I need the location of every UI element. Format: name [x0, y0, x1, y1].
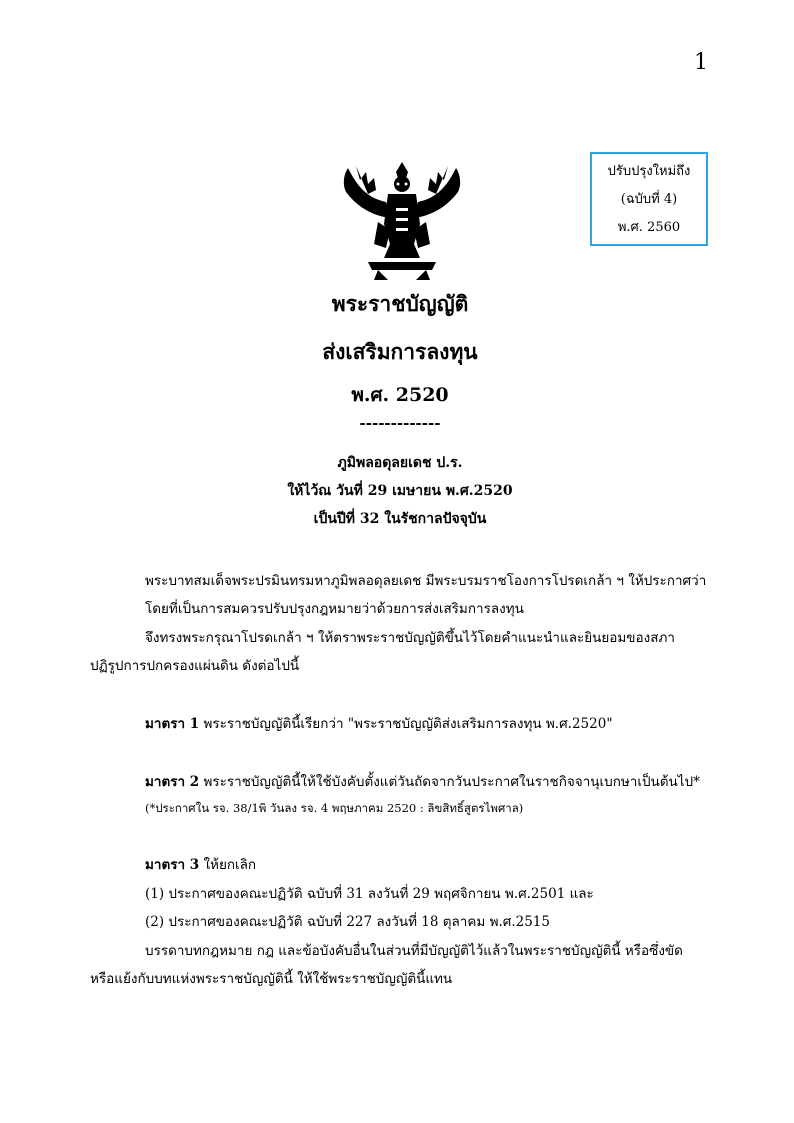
document-year: พ.ศ. 2520: [351, 384, 449, 406]
revision-line-1: ปรับปรุงใหม่ถึง: [607, 164, 691, 179]
section-text: พระราชบัญญัตินี้ให้ใช้บังคับตั้งแต่วันถัดจากวันประกาศในราชกิจจานุเบกษาเป็นต้นไป*: [203, 774, 700, 790]
preamble-line: จึงทรงพระกรุณาโปรดเกล้า ฯ ให้ตราพระราชบัญญัติขึ้นไว้โดยคำแนะนำและยินยอมของสภา: [145, 630, 675, 646]
section-3: [145, 853, 256, 875]
document-title: พระราชบัญญัติ: [331, 291, 469, 316]
document-subtitle: ส่งเสริมการลงทุน: [322, 339, 478, 364]
paragraph-line: บรรดาบทกฎหมาย กฎ และข้อบังคับอื่นในส่วนที่มีบัญญัติไว้แล้วในพระราชบัญญัตินี้ หรือซึ่งขัด: [145, 943, 683, 959]
revision-line-3: พ.ศ. 2560: [617, 220, 681, 235]
list-item: (2) ประกาศของคณะปฏิวัติ ฉบับที่ 227 ลงวันที่ 18 ตุลาคม พ.ศ.2515: [145, 914, 550, 930]
preamble-line: พระบาทสมเด็จพระปรมินทรมหาภูมิพลอดุลยเดช มีพระบรมราชโองการโปรดเกล้า ฯ ให้ประกาศว่า: [145, 573, 707, 589]
given-date: ให้ไว้ณ วันที่ 29 เมษายน พ.ศ.2520: [287, 483, 513, 499]
section-label: มาตรา 1: [145, 716, 200, 732]
section-label: มาตรา 3: [145, 857, 200, 873]
revision-box: [590, 152, 708, 246]
section-text: พระราชบัญญัตินี้เรียกว่า "พระราชบัญญัติส่งเสริมการลงทุน พ.ศ.2520": [203, 716, 613, 732]
paragraph-line: หรือแย้งกับบทแห่งพระราชบัญญัตินี้ ให้ใช้พระราชบัญญัตินี้แทน: [90, 971, 453, 987]
section-text: ให้ยกเลิก: [203, 857, 257, 873]
section-1: [145, 712, 613, 734]
page-number: 1: [694, 50, 708, 75]
divider: -------------: [359, 414, 441, 432]
preamble-line: โดยที่เป็นการสมควรปรับปรุงกฎหมายว่าด้วยการส่งเสริมการลงทุน: [145, 601, 524, 617]
footnote: (*ประกาศใน รจ. 38/1พิ วันลง รจ. 4 พฤษภาคม 2520 : ลิขสิทธิ์สูตรไพศาล): [145, 801, 524, 815]
revision-line-2: (ฉบับที่ 4): [620, 192, 678, 207]
king-name: ภูมิพลอดุลยเดช ป.ร.: [337, 455, 463, 471]
reign-year: เป็นปีที่ 32 ในรัชกาลปัจจุบัน: [313, 511, 487, 527]
section-label: มาตรา 2: [145, 774, 200, 790]
garuda-emblem-icon: [338, 158, 466, 282]
preamble-line: ปฏิรูปการปกครองแผ่นดิน ดังต่อไปนี้: [90, 658, 300, 674]
list-item: (1) ประกาศของคณะปฏิวัติ ฉบับที่ 31 ลงวันที่ 29 พฤศจิกายน พ.ศ.2501 และ: [145, 886, 594, 902]
section-2: [145, 770, 700, 792]
